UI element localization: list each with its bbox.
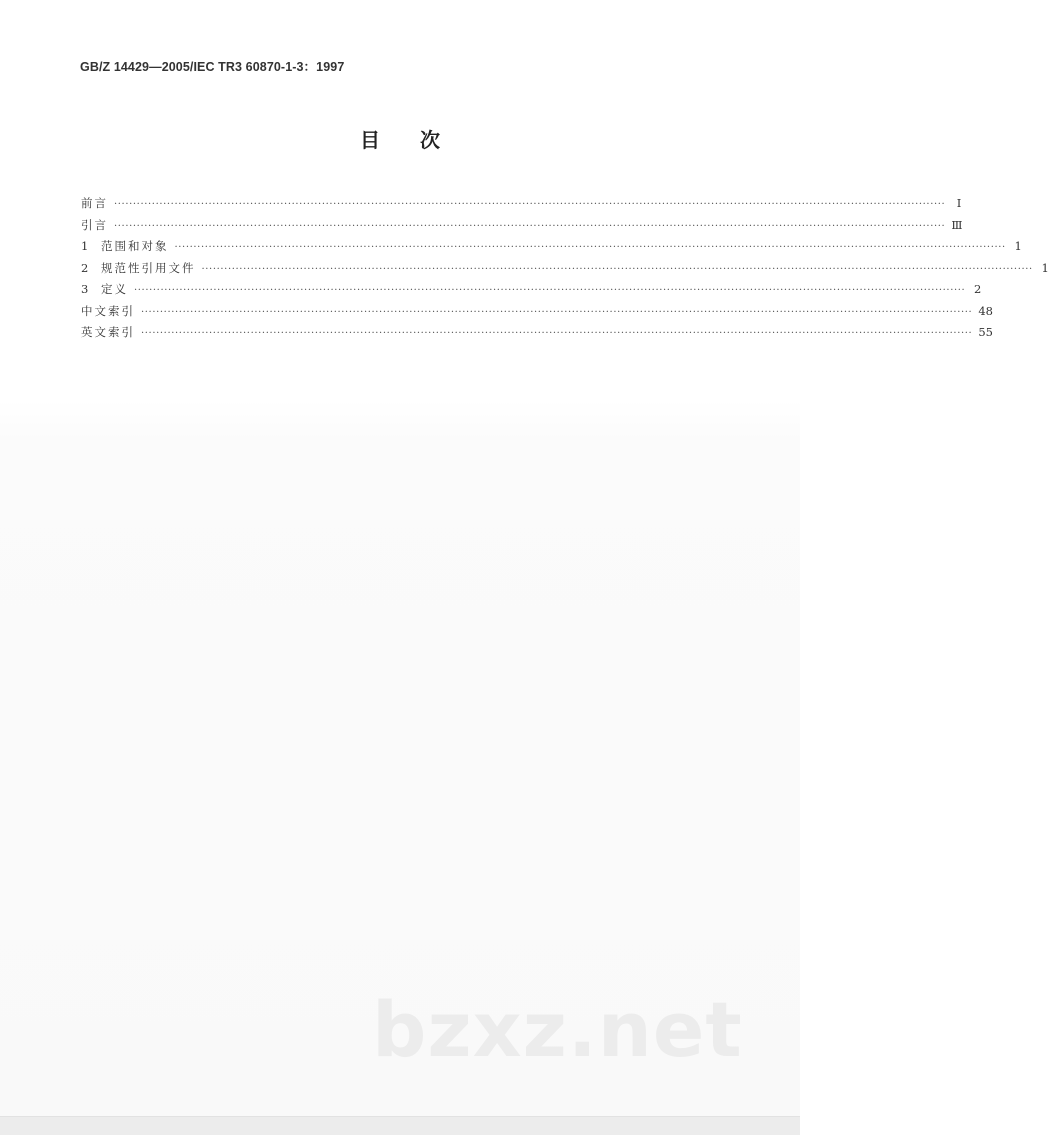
toc-entry-label: 英文索引 [81,325,135,339]
page-bottom-edge [0,1116,800,1135]
toc-entry-page: Ⅲ [951,217,963,232]
toc-entry-label: 中文索引 [81,303,135,318]
toc-entry-page: 2 [974,282,982,296]
toc-entry-page: 55 [978,325,993,339]
toc-entry-number: 1 [81,239,89,253]
toc-entry-introduction[interactable] [81,215,963,237]
toc-entry-page: 1 [1041,260,1049,275]
toc-entry-number: 2 [81,260,89,275]
toc-entry-label: 定义 [101,282,128,296]
toc-dot-leader: ···························································································································································································································· [114,199,946,210]
table-of-contents [81,193,1049,344]
toc-entry-label: 前言 [81,196,108,210]
toc-dot-leader: ···························································································································································································································· [114,220,946,232]
toc-entry-definitions[interactable] [81,279,982,301]
toc-entry-label: 引言 [81,217,108,232]
toc-entry-page: 1 [1014,239,1022,253]
toc-entry-label: 范围和对象 [101,239,169,253]
toc-entry-chinese-index[interactable] [81,301,993,323]
toc-entry-label: 规范性引用文件 [101,260,196,275]
toc-entry-normative-references[interactable] [81,258,1049,280]
toc-dot-leader: ···························································································································································································································· [134,285,966,296]
toc-entry-scope[interactable] [81,236,1022,258]
toc-title: 目次 [360,128,480,152]
toc-dot-leader: ···························································································································································································································· [201,263,1033,275]
standard-code-header: GB/Z 14429—2005/IEC TR3 60870-1-3：1997 [80,60,345,74]
toc-entry-english-index[interactable] [81,322,993,344]
toc-dot-leader: ···························································································································································································································· [141,328,973,339]
site-watermark: bzxz.net [372,985,743,1074]
toc-entry-page: 48 [978,303,993,318]
toc-entry-page: Ⅰ [956,196,962,210]
toc-dot-leader: ···························································································································································································································· [141,306,973,318]
toc-entry-number: 3 [81,282,89,296]
toc-dot-leader: ···························································································································································································································· [174,242,1006,253]
toc-entry-preface[interactable] [81,193,962,215]
